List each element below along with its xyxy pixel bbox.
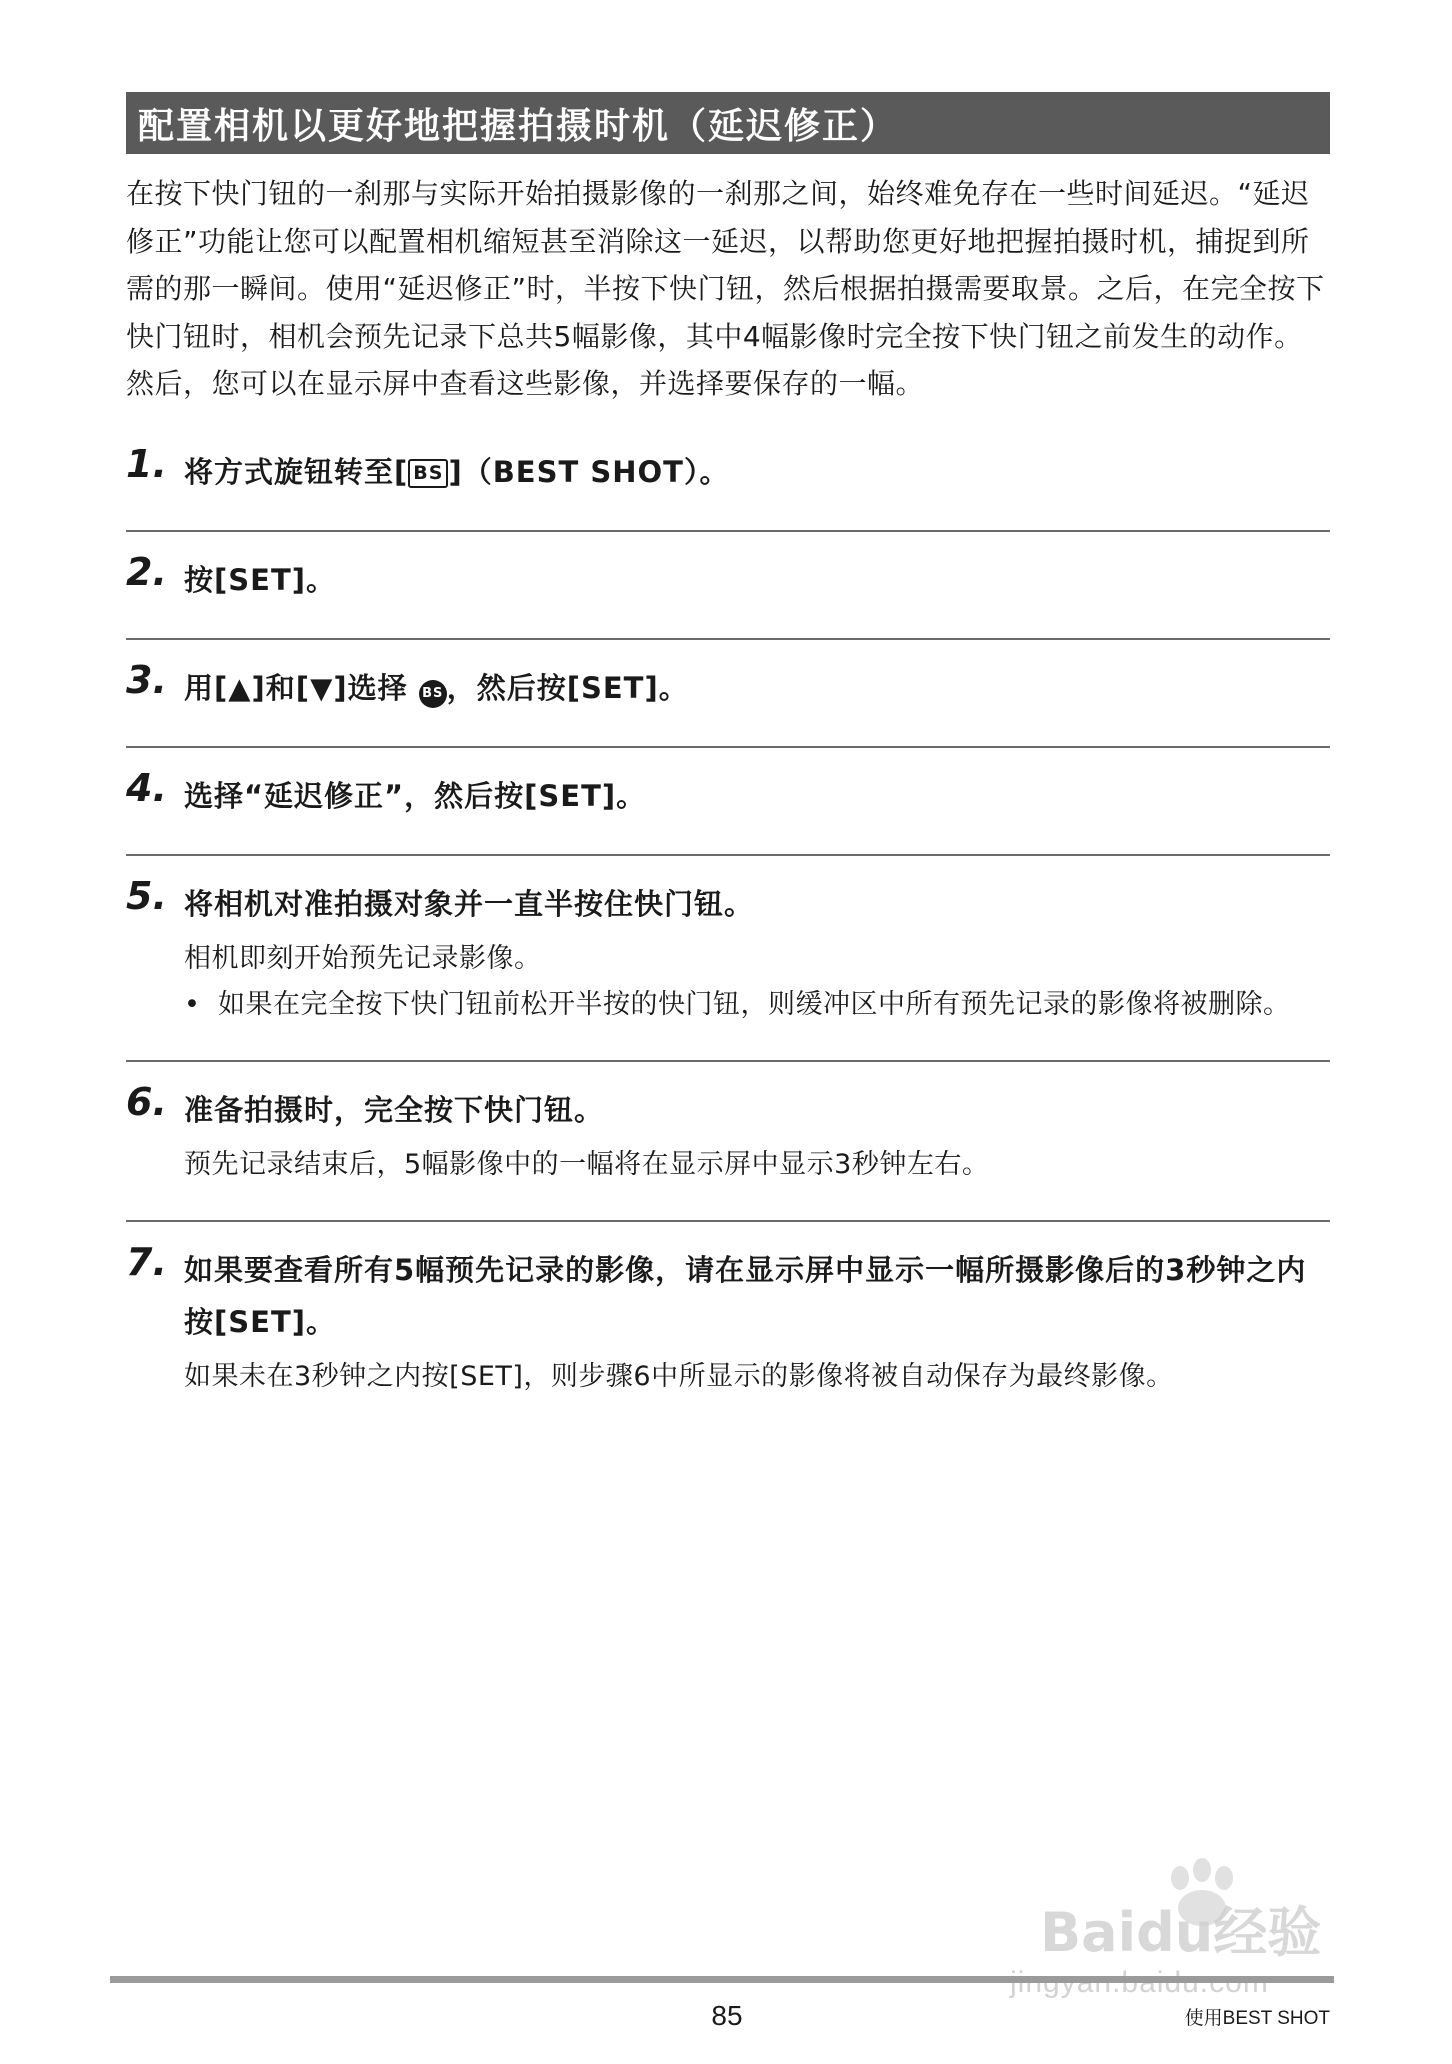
step-6 — [126, 1060, 1330, 1220]
step-2 — [126, 530, 1330, 638]
step-number: 2. — [126, 549, 167, 594]
watermark-url — [1010, 1966, 1269, 2000]
footer-section-title: 使用BEST SHOT — [1184, 2008, 1330, 2029]
best-shot-mode-icon: BS — [408, 459, 448, 488]
bullet-icon: • — [184, 988, 201, 1020]
step-body: 如果未在3秒钟之内按[SET]，则步骤6中所显示的影像将被自动保存为最终影像。 — [184, 1360, 1174, 1392]
step-4 — [126, 746, 1330, 854]
step-heading: 如果要查看所有5幅预先记录的影像，请在显示屏中显示一幅所摄影像后的3秒钟之内按[SET]。 — [184, 1252, 1307, 1339]
best-shot-scene-icon: BS — [419, 680, 447, 708]
step-number: 7. — [126, 1239, 167, 1284]
intro-paragraph: 在按下快门钮的一刹那与实际开始拍摄影像的一刹那之间，始终难免存在一些时间延迟。“延迟修正”功能让您可以配置相机缩短甚至消除这一延迟，以帮助您更好地把握拍摄时机，捕捉到所需的那一瞬间。使用“延迟修正”时，半按下快门钮，然后根据拍摄需要取景。之后，在完全按下快门钮时，相机会预先记录下总共5幅影像，其中4幅影像时完全按下快门钮之前发生的动作。然后，您可以在显示屏中查看这些影像，并选择要保存的一幅。 — [126, 177, 1325, 400]
footer-divider — [110, 1976, 1334, 1983]
step-number: 5. — [126, 873, 167, 918]
step-3 — [126, 638, 1330, 746]
step-heading: 选择“延迟修正”，然后按[SET]。 — [184, 778, 647, 813]
step-heading: 按[SET]。 — [184, 562, 336, 597]
step-number: 1. — [126, 441, 167, 486]
step-7 — [126, 1220, 1330, 1432]
note-text: 如果在完全按下快门钮前松开半按的快门钮，则缓冲区中所有预先记录的影像将被删除。 — [218, 988, 1291, 1020]
step-heading: 准备拍摄时，完全按下快门钮。 — [184, 1092, 605, 1127]
step-heading: 将方式旋钮转至[ BS ]（BEST SHOT）。 — [184, 454, 730, 489]
page-number: 85 — [711, 2000, 743, 2031]
section-title: 配置相机以更好地把握拍摄时机（延迟修正） — [126, 92, 1330, 154]
step-heading: 将相机对准拍摄对象并一直半按住快门钮。 — [184, 886, 755, 921]
watermark-brand: Baidu经验 — [1040, 1901, 1322, 1964]
step-number: 3. — [126, 657, 167, 702]
step-number: 4. — [126, 765, 167, 810]
step-note — [184, 982, 1330, 1028]
page-content — [126, 92, 1330, 1432]
step-number: 6. — [126, 1079, 167, 1124]
step-body: 相机即刻开始预先记录影像。 — [184, 942, 542, 974]
step-body: 预先记录结束后，5幅影像中的一幅将在显示屏中显示3秒钟左右。 — [184, 1148, 990, 1180]
step-5 — [126, 854, 1330, 1060]
step-1 — [126, 408, 1330, 530]
step-heading: 用[▲]和[▼]选择 BS ，然后按[SET]。 — [184, 662, 1330, 714]
